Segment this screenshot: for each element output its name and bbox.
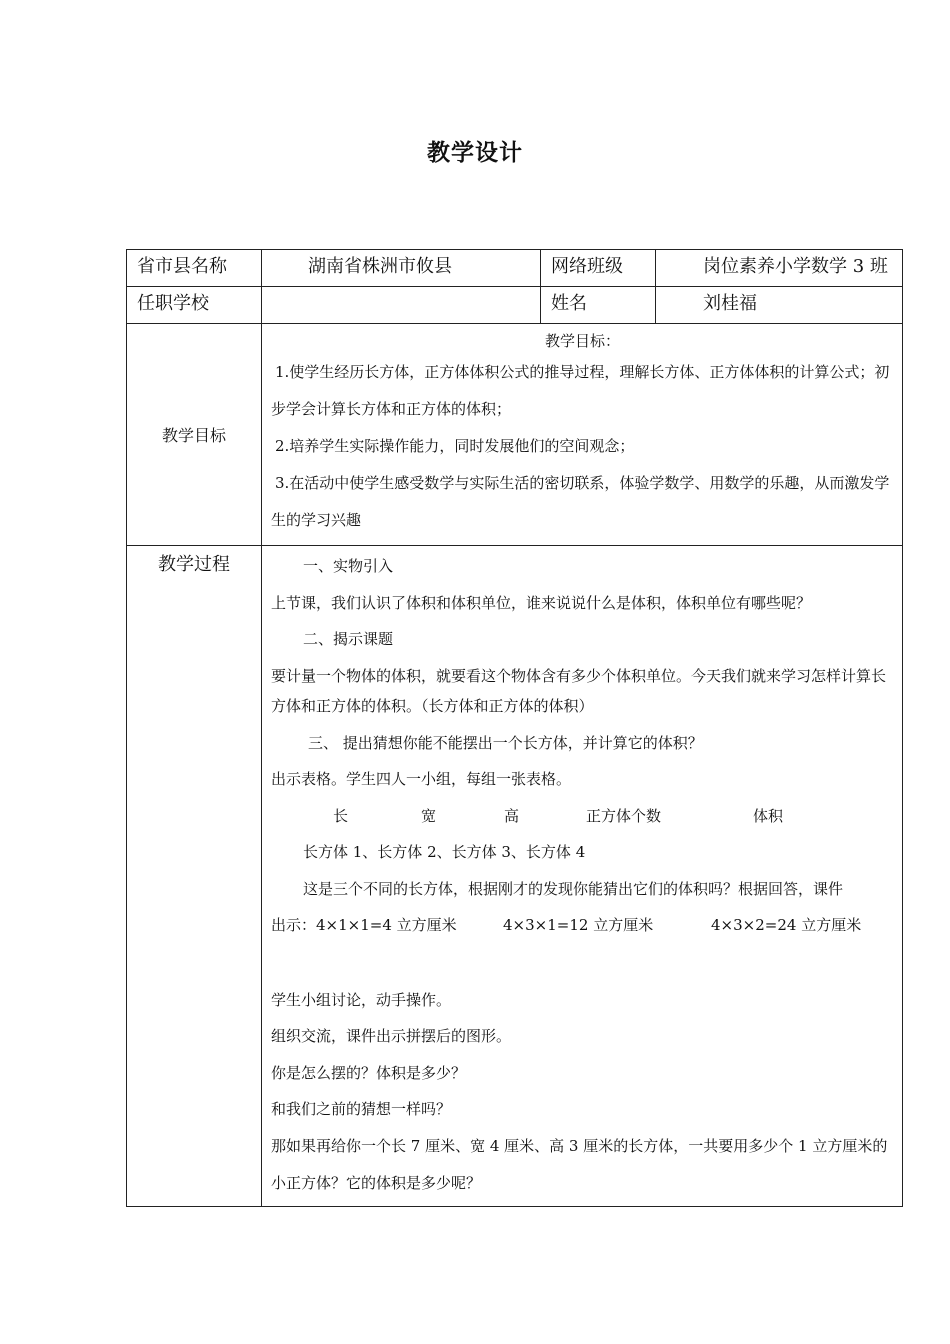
class-value: 岗位素养小学数学 3 班 <box>656 250 903 287</box>
formula-prefix: 出示： <box>271 916 317 934</box>
section-1-text: 上节课，我们认识了体积和体积单位，谁来说说什么是体积，体积单位有哪些呢？ <box>271 593 812 612</box>
process-line-4: 和我们之前的猜想一样吗？ <box>271 1100 452 1118</box>
goals-row <box>127 324 903 546</box>
header-height: 高 <box>504 806 520 825</box>
section-3-text: 出示表格。学生四人一小组，每组一张表格。 <box>271 770 572 788</box>
name-label: 姓名 <box>541 287 656 324</box>
record-table-headers <box>271 798 896 835</box>
formula-3: 4×3×2=24 立方厘米 <box>711 916 862 934</box>
goal-item-3: 3.在活动中使学生感受数学与实际生活的密切联系，体验学数学、用数学的乐趣，从而激发学生的学习兴趣 <box>271 474 890 529</box>
process-line-2: 组织交流，课件出示拼摆后的图形。 <box>271 1027 512 1045</box>
section-3-title: 三、 提出猜想你能不能摆出一个长方体，并计算它的体积？ <box>308 733 703 752</box>
process-content <box>262 546 903 1207</box>
formula-1: 4×1×1=4 立方厘米 <box>316 916 457 934</box>
section-1-title: 一、实物引入 <box>303 557 394 575</box>
name-value: 刘桂福 <box>656 287 903 324</box>
goal-item-2: 2.培养学生实际操作能力，同时发展他们的空间观念； <box>275 437 635 455</box>
school-value <box>262 287 541 324</box>
header-length: 长 <box>333 806 349 825</box>
formula-2: 4×3×1=12 立方厘米 <box>503 916 654 934</box>
goals-label: 教学目标 <box>127 324 262 546</box>
section-2-title: 二、揭示课题 <box>303 630 394 648</box>
process-label: 教学过程 <box>127 546 262 1207</box>
process-line-3: 你是怎么摆的？体积是多少？ <box>271 1063 467 1082</box>
lesson-info-table <box>126 249 903 1207</box>
region-label: 省市县名称 <box>127 250 262 287</box>
region-row <box>127 250 903 287</box>
guess-text: 这是三个不同的长方体，根据刚才的发现你能猜出它们的体积吗？根据回答，课件 <box>303 879 844 898</box>
formula-row <box>271 907 896 944</box>
class-label: 网络班级 <box>541 250 656 287</box>
school-row <box>127 287 903 324</box>
goal-item-1: 1.使学生经历长方体，正方体体积公式的推导过程，理解长方体、正方体体积的计算公式；初步学会计算长方体和正方体的体积； <box>271 363 890 418</box>
header-width: 宽 <box>421 806 437 825</box>
goals-heading: 教学目标： <box>544 332 620 350</box>
goals-content <box>262 324 903 546</box>
process-line-5: 那如果再给你一个长 7 厘米、宽 4 厘米、高 3 厘米的长方体，一共要用多少个 1 立方厘米的小正方体？它的体积是多少呢？ <box>271 1136 888 1192</box>
document-title: 教学设计 <box>427 139 523 166</box>
record-table-rows: 长方体 1、长方体 2、长方体 3、长方体 4 <box>303 843 586 861</box>
process-line-1: 学生小组讨论，动手操作。 <box>271 990 452 1009</box>
header-volume: 体积 <box>753 806 784 825</box>
section-2-text: 要计量一个物体的体积，就要看这个物体含有多少个体积单位。今天我们就来学习怎样计算长方体和正方体的体积。（长方体和正方体的体积） <box>271 666 887 715</box>
region-value: 湖南省株洲市攸县 <box>262 250 541 287</box>
school-label: 任职学校 <box>127 287 262 324</box>
header-cube-count: 正方体个数 <box>586 806 662 825</box>
process-row <box>127 546 903 1207</box>
blank-line <box>271 944 896 982</box>
